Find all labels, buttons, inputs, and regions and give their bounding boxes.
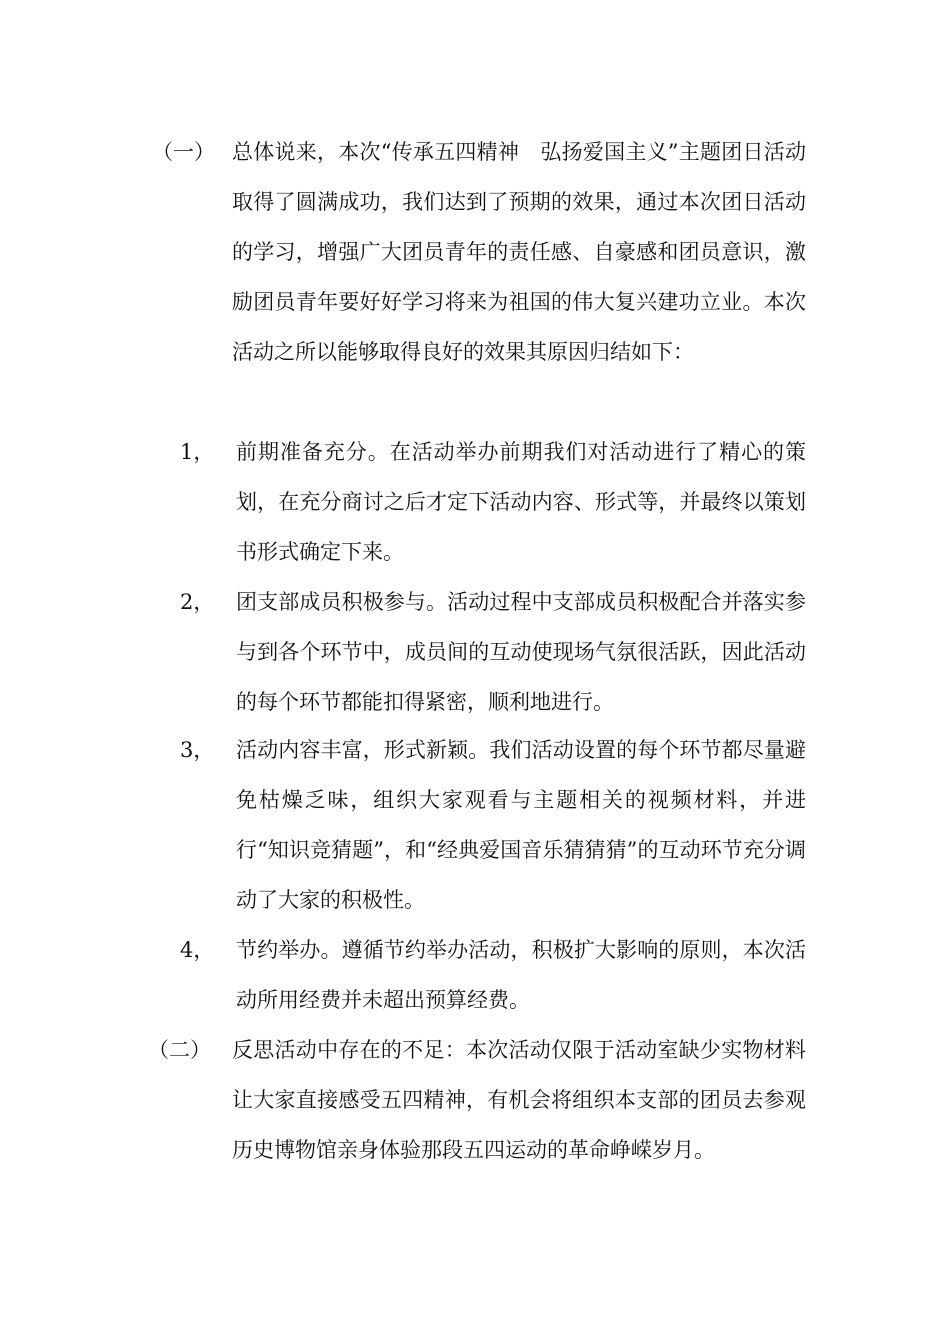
section-1-marker: （一） [152,140,215,164]
list-item-2-text: 团支部成员积极参与。活动过程中支部成员积极配合并落实参与到各个环节中，成员间的互动使现场气氛很活跃，因此活动的每个环节都能扣得紧密，顺利地进行。 [236,590,806,714]
section-2-marker: （二） [148,1038,211,1062]
list-item-3-text: 活动内容丰富，形式新颖。我们活动设置的每个环节都尽量避免枯燥乏味，组织大家观看与主题相关的视频材料，并进行“知识竞猜题”，和“经典爱国音乐猜猜猜”的互动环节充分调动了大家的积极性。 [236,738,806,912]
list-item-4-text: 节约举办。遵循节约举办活动，积极扩大影响的原则，本次活动所用经费并未超出预算经费。 [236,938,806,1012]
section-1-text: 总体说来，本次“传承五四精神 弘扬爱国主义”主题团日活动取得了圆满成功，我们达到了预期的效果，通过本次团日活动的学习，增强广大团员青年的责任感、自豪感和团员意识，激励团员青年要好好学习将来为祖国的伟大复兴建功立业。本次活动之所以能够取得良好的效果其原因归结如下： [232,140,806,364]
list-item-2-marker: 2， [180,590,215,614]
list-item-4-marker: 4， [180,938,215,962]
section-2-text: 反思活动中存在的不足：本次活动仅限于活动室缺少实物材料让大家直接感受五四精神，有机会将组织本支部的团员去参观历史博物馆亲身体验那段五四运动的革命峥嵘岁月。 [232,1038,806,1162]
list-item-1-marker: 1， [180,440,215,464]
list-item-3-marker: 3， [180,738,215,762]
list-item-1-text: 前期准备充分。在活动举办前期我们对活动进行了精心的策划，在充分商讨之后才定下活动内容、形式等，并最终以策划书形式确定下来。 [236,440,806,564]
